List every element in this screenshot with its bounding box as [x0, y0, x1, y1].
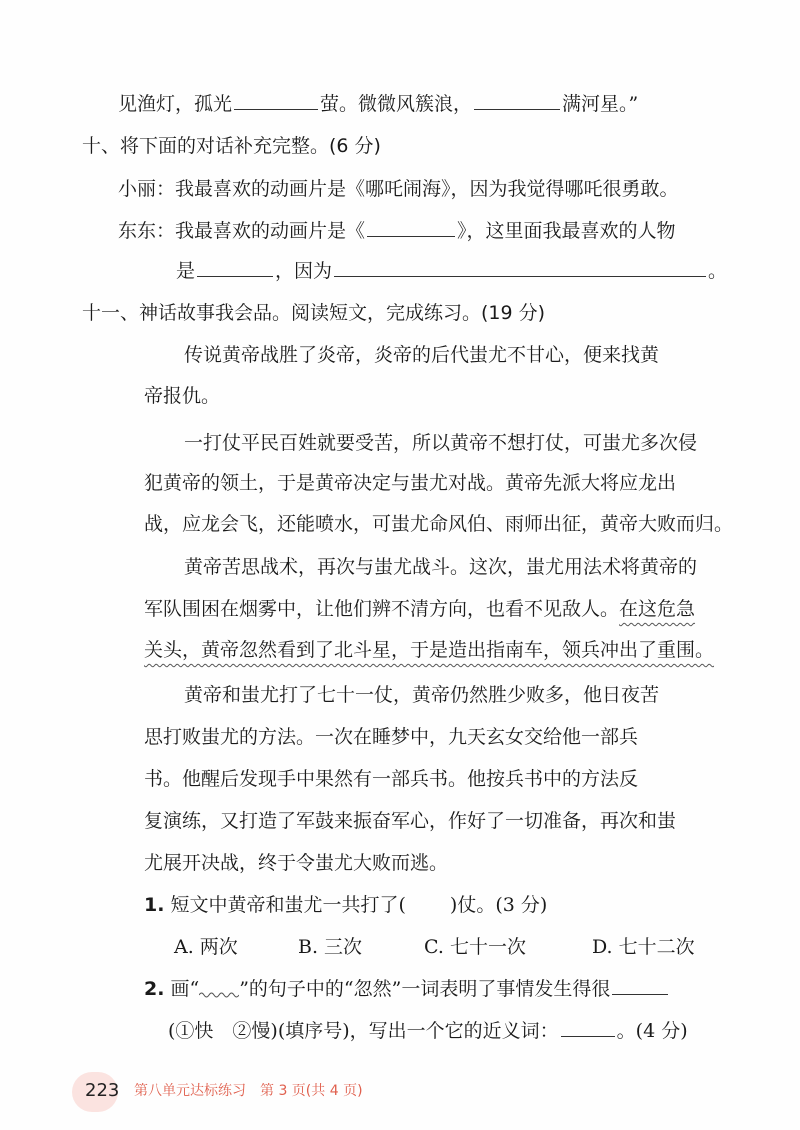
question-2-line2-a: (①快 ②慢)(填序号)，写出一个它的近义词：: [168, 1020, 559, 1042]
passage-p2-line3: 战，应龙会飞，还能喷水，可蚩尤命风伯、雨师出征，黄帝大败而归。: [144, 513, 734, 535]
speed-blank[interactable]: [612, 993, 668, 995]
page-number: 223: [85, 1080, 120, 1101]
synonym-blank[interactable]: [561, 1035, 615, 1037]
dialogue-line-2-b: 》，这里面我最喜欢的人物: [457, 220, 676, 242]
wavy-sentence-end: 关头，黄帝忽然看到了北斗星，于是造出指南车，领兵冲出了重围。: [144, 639, 715, 661]
question-2-line2-b: 。(4 分): [616, 1020, 688, 1042]
poem-blank-2[interactable]: [474, 108, 560, 110]
passage-p4-line2: 思打败蚩尤的方法。一次在睡梦中，九天玄女交给他一部兵: [144, 726, 639, 748]
passage-p3-line1: 黄帝苦思战术，再次与蚩尤战斗。这次，蚩尤用法术将黄帝的: [184, 556, 698, 578]
option-d[interactable]: D. 七十二次: [592, 936, 695, 958]
section10-heading: 十、将下面的对话补充完整。(6 分): [82, 135, 381, 157]
question-2-text-a: 画“: [170, 978, 200, 1000]
passage-p3-line2-plain: 军队围困在烟雾中，让他们辨不清方向，也看不见敌人。: [144, 598, 620, 620]
wavy-underline-sample-icon: [199, 987, 239, 999]
section11-heading: 十一、神话故事我会品。阅读短文，完成练习。(19 分): [82, 302, 546, 324]
option-c[interactable]: C. 七十一次: [424, 936, 526, 958]
poem-part2: 萤。微微风簇浪，: [320, 93, 473, 115]
passage-p3-line3: [144, 641, 714, 660]
dialogue-line-3-a: 是: [176, 260, 196, 282]
passage-p1-line1: 传说黄帝战胜了炎帝，炎帝的后代蚩尤不甘心，便来找黄: [184, 344, 660, 366]
passage-p1-line2: 帝报仇。: [144, 385, 221, 407]
dialogue-line-2: [118, 222, 676, 241]
character-blank[interactable]: [197, 275, 273, 277]
passage-p4-line4: 复演练，又打造了军鼓来振奋军心，作好了一切准备，再次和蚩: [144, 810, 677, 832]
question-2-number: 2.: [144, 978, 165, 1000]
question-1-text-a: 短文中黄帝和蚩尤一共打了(: [170, 894, 406, 916]
poem-fill-line: [118, 95, 638, 114]
passage-p4-line1: 黄帝和蚩尤打了七十一仗，黄帝仍然胜少败多，他日夜苦: [184, 684, 660, 706]
dialogue-line-1: 小丽：我最喜欢的动画片是《哪吒闹海》，因为我觉得哪吒很勇敢。: [118, 178, 679, 200]
passage-p3-line2: [144, 600, 695, 619]
poem-part3: 满河星。”: [562, 93, 639, 115]
passage-p2-line1: 一打仗平民百姓就要受苦，所以黄帝不想打仗，可蚩尤多次侵: [184, 432, 698, 454]
dialogue-line-3-b: ，因为: [275, 260, 333, 282]
dialogue-line-2-a: 东东：我最喜欢的动画片是《: [118, 220, 366, 242]
cartoon-name-blank[interactable]: [367, 235, 455, 237]
poem-part1: 见渔灯，孤光: [118, 93, 233, 115]
question-2-text-b: ”的句子中的“忽然”一词表明了事情发生得很: [239, 978, 611, 1000]
dialogue-line-3-c: 。: [708, 260, 728, 282]
question-2-line2: [168, 1022, 688, 1041]
wavy-sentence-start: 在这危急: [619, 598, 696, 620]
reason-blank[interactable]: [334, 275, 706, 277]
passage-p2-line2: 犯黄帝的领土，于是黄帝决定与蚩尤对战。黄帝先派大将应龙出: [144, 472, 677, 494]
passage-p4-line5: 尤展开决战，终于令蚩尤大败而逃。: [144, 852, 449, 874]
page-number-badge: [72, 1072, 118, 1112]
question-1-number: 1.: [144, 894, 165, 916]
dialogue-line-3: [176, 262, 727, 281]
question-1: [144, 896, 547, 915]
poem-blank-1[interactable]: [234, 108, 318, 110]
footer-text: 第八单元达标练习 第 3 页(共 4 页): [134, 1083, 363, 1099]
option-b[interactable]: B. 三次: [298, 936, 363, 958]
question-1-text-b: )仗。(3 分): [449, 894, 548, 916]
question-2: [144, 980, 670, 999]
option-a[interactable]: A. 两次: [174, 936, 238, 958]
passage-p4-line3: 书。他醒后发现手中果然有一部兵书。他按兵书中的方法反: [144, 768, 639, 790]
